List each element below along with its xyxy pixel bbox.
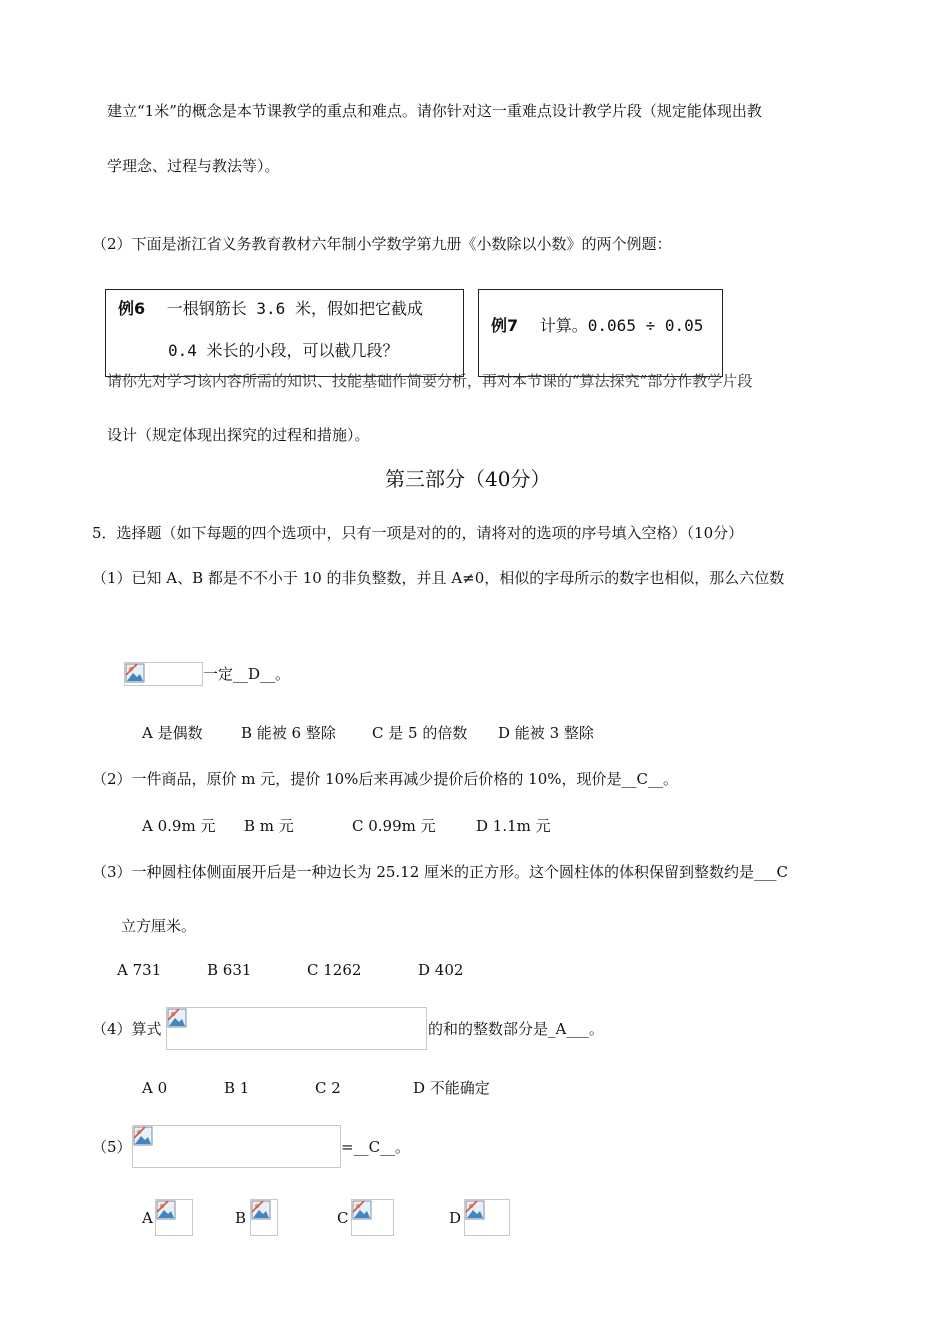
example-7-label: 例7 [491, 316, 519, 335]
q5-4-option-b: B 1 [224, 1079, 250, 1097]
q5-5-suffix: =__C__。 [341, 1138, 411, 1156]
q5-3-option-b: B 631 [207, 961, 252, 979]
q5-4-prefix: （4）算式 [92, 1020, 162, 1038]
q5-2-option-a: A 0.9m 元 [142, 817, 216, 835]
q5-2-text: （2）一件商品，原价 m 元，提价 10%后来再减少提价后价格的 10%，现价是__C__。 [92, 770, 678, 788]
q5-4-expression-image [166, 1007, 427, 1050]
q5-4-option-c: C 2 [315, 1079, 341, 1097]
q5-5-option-d-label: D [449, 1209, 462, 1227]
part-3-title: 第三部分（40分） [385, 467, 551, 491]
broken-image-icon [352, 1200, 372, 1220]
q5-2-option-b: B m 元 [244, 817, 294, 835]
q5-3-line-1: （3）一种圆柱体侧面展开后是一种边长为 25.12 厘米的正方形。这个圆柱体的体积保留到整数约是___C [92, 863, 789, 881]
q5-3-line-2: 立方厘米。 [121, 917, 197, 935]
q5-1-number-image [124, 662, 203, 686]
q2-text: （2）下面是浙江省义务教育教材六年制小学数学第九册《小数除以小数》的两个例题： [92, 235, 672, 253]
q5-3-option-d: D 402 [418, 961, 464, 979]
broken-image-icon [156, 1200, 176, 1220]
q5-2-option-d: D 1.1m 元 [476, 817, 551, 835]
q5-2-option-c: C 0.99m 元 [352, 817, 436, 835]
example-6-line-2: 0.4 米长的小段，可以截几段？ [168, 341, 399, 360]
q5-3-option-a: A 731 [117, 961, 162, 979]
q5-5-option-a-label: A [142, 1209, 153, 1227]
q5-4-option-a: A 0 [142, 1079, 168, 1097]
section-5-title: 5．选择题（如下每题的四个选项中，只有一项是对的的，请将对的选项的序号填入空格）（10分） [92, 524, 744, 542]
q5-1-option-a: A 是偶数 [142, 724, 203, 742]
q5-1-option-b: B 能被 6 整除 [241, 724, 336, 742]
task-line-2: 设计（规定体现出探究的过程和措施）。 [107, 426, 370, 444]
example-7-box [478, 289, 723, 377]
q5-5-option-d-image [464, 1199, 510, 1236]
q5-5-option-b-image [250, 1199, 278, 1236]
broken-image-icon [133, 1126, 153, 1146]
q5-5-expression-image [132, 1125, 341, 1168]
example-6-box [105, 289, 464, 377]
q5-5-option-a-image [155, 1199, 193, 1236]
broken-image-icon [167, 1008, 187, 1028]
example-7-text: 计算。0.065 ÷ 0.05 [539, 316, 704, 335]
q5-4-option-d: D 不能确定 [413, 1079, 490, 1097]
intro-line-2: 学理念、过程与教法等）。 [107, 157, 280, 175]
q5-5-option-c-image [351, 1199, 394, 1236]
q5-1-suffix: 一定__D__。 [203, 665, 291, 683]
q5-5-option-b-label: B [235, 1209, 247, 1227]
q5-1-text: （1）已知 A、B 都是不不小于 10 的非负整数，并且 A≠0，相似的字母所示的数字也相似，那么六位数 [92, 569, 785, 587]
q5-4-suffix: 的和的整数部分是_A___。 [428, 1020, 604, 1038]
q5-5-option-c-label: C [337, 1209, 349, 1227]
broken-image-icon [125, 663, 145, 683]
example-6-label: 例6 [118, 299, 146, 318]
q5-5-prefix: （5） [92, 1138, 132, 1156]
q5-1-option-c: C 是 5 的倍数 [372, 724, 468, 742]
task-line-1: 请你先对学习该内容所需的知识、技能基础作简要分析，再对本节课的“算法探究”部分作教学片段 [107, 372, 753, 390]
q5-3-option-c: C 1262 [307, 961, 362, 979]
q5-1-option-d: D 能被 3 整除 [498, 724, 594, 742]
broken-image-icon [251, 1200, 271, 1220]
example-6-line-1: 一根钢筋长 3.6 米，假如把它截成 [166, 299, 423, 318]
intro-line-1: 建立“1米”的概念是本节课教学的重点和难点。请你针对这一重难点设计教学片段（规定能体现出教 [107, 102, 762, 120]
broken-image-icon [465, 1200, 485, 1220]
